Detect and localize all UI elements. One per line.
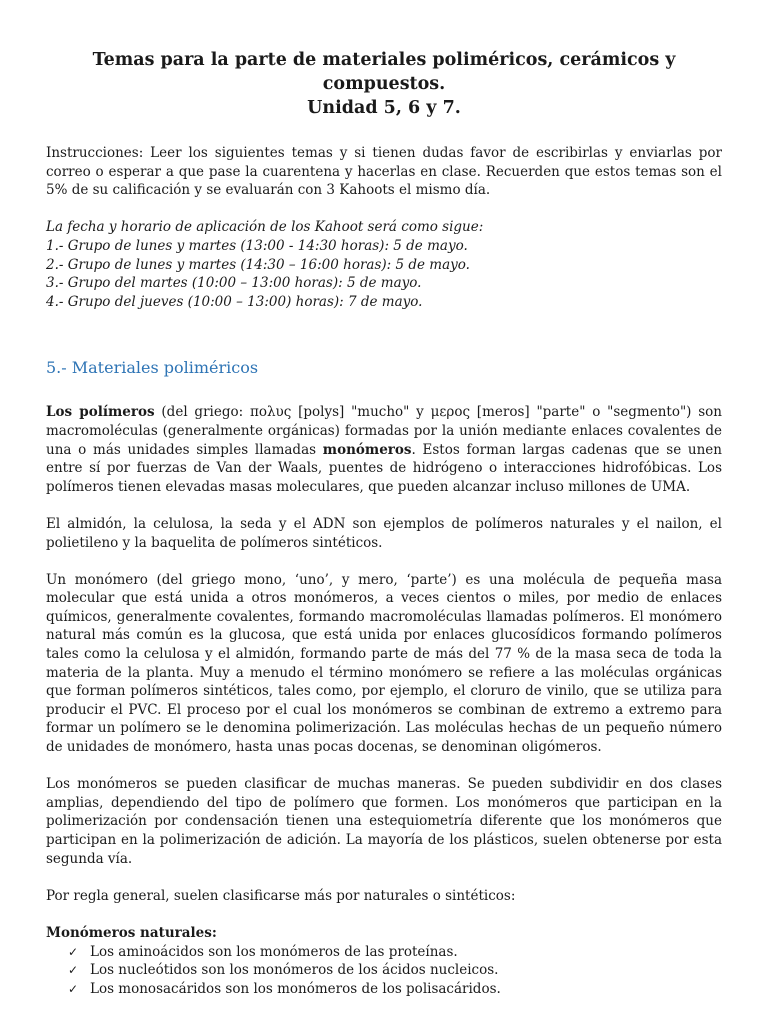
- schedule-item: 1.- Grupo de lunes y martes (13:00 - 14:30 horas): 5 de mayo.: [46, 237, 468, 254]
- instructions-paragraph: Instrucciones: Leer los siguientes temas y si tienen dudas favor de escribirlas y enviarlas por correo o esperar a que pase la cuarentena y hacerlas en clase. Recuerden que estos temas son el 5% de su calificación y se evaluarán con 3 Kahoots el mismo día.: [46, 145, 722, 199]
- schedule-item: 2.- Grupo de lunes y martes (14:30 – 16:00 horas): 5 de mayo.: [46, 256, 470, 273]
- schedule-item: 3.- Grupo del martes (10:00 – 13:00 horas): 5 de mayo.: [46, 275, 422, 292]
- check-icon: ✓: [68, 963, 79, 978]
- check-icon: ✓: [68, 981, 79, 996]
- section-heading: 5.- Materiales poliméricos: [46, 358, 259, 378]
- list-item-text: Los monosacáridos son los monómeros de los polisacáridos.: [90, 980, 501, 997]
- monomer-paragraph: Un monómero (del griego mono, ‘uno’, y mero, ‘parte’) es una molécula de pequeña masa molecular que está unida a otros monómeros, a veces cientos o miles, por medio de enlaces químicos, generalmente covalentes, formando macromoléculas llamadas polímeros. El monómero natural más común es la glucosa, que está unida por enlaces glucosídicos formando polímeros tales como la celulosa y el almidón, formando parte de más del 77 % de la masa seca de toda la materia de la planta. Muy a menudo el término monómero se refiere a las moléculas orgánicas que forman polímeros sintéticos, tales como, por ejemplo, el cloruro de vinilo, que se utiliza para producir el PVC. El proceso por el cual los monómeros se combinan de extremo a extremo para formar un polímero se le denomina polimerización. Las moléculas hechas de un pequeño número de unidades de monómero, hasta unas pocas docenas, se denominan oligómeros.: [46, 571, 722, 756]
- polymers-term: Los polímeros: [46, 404, 155, 421]
- natural-monomers-heading: [46, 924, 722, 943]
- polymers-text-b: . Estos forman largas cadenas que se unen entre sí por fuerzas de Van der Waals, puentes de hidrógeno o interacciones hidrofóbicas. Los polímeros tienen elevadas masas moleculares, que pueden alcanzar incluso millones de UMA.: [46, 441, 722, 495]
- title-line-2: Unidad 5, 6 y 7.: [307, 98, 461, 118]
- list-item: [68, 943, 722, 962]
- list-item: [68, 961, 722, 980]
- list-item: [68, 980, 722, 999]
- title-line-1: Temas para la parte de materiales poliméricos, cerámicos y compuestos.: [92, 50, 676, 94]
- natural-monomers-list: [46, 943, 722, 999]
- schedule-intro: La fecha y horario de aplicación de los Kahoot será como sigue:: [46, 219, 484, 236]
- monomers-term: monómeros: [322, 441, 412, 458]
- list-item-text: Los nucleótidos son los monómeros de los ácidos nucleicos.: [90, 962, 499, 979]
- general-rule-paragraph: Por regla general, suelen clasificarse más por naturales o sintéticos:: [46, 887, 516, 904]
- list-item-text: Los aminoácidos son los monómeros de las proteínas.: [90, 943, 458, 960]
- natural-monomers-label: Monómeros naturales:: [46, 924, 217, 941]
- check-icon: ✓: [68, 944, 79, 959]
- polymers-text-a: (del griego: πολυς [polys] "mucho" y μερος [meros] "parte" o "segmento") son macromoléculas (generalmente orgánicas) formadas por la unión mediante enlaces covalentes de una o más unidades simples llamadas: [46, 404, 723, 458]
- examples-paragraph: El almidón, la celulosa, la seda y el ADN son ejemplos de polímeros naturales y el nailon, el polietileno y la baquelita de polímeros sintéticos.: [46, 515, 722, 551]
- polymers-paragraph: [46, 403, 722, 496]
- document-title: [46, 48, 722, 120]
- schedule-item: 4.- Grupo del jueves (10:00 – 13:00) horas): 7 de mayo.: [46, 293, 423, 310]
- classification-paragraph: Los monómeros se pueden clasificar de muchas maneras. Se pueden subdividir en dos clases amplias, dependiendo del tipo de polímero que formen. Los monómeros que participan en la polimerización por condensación tienen una estequiometría diferente que los monómeros que participan en la polimerización de adición. La mayoría de los plásticos, suelen obtenerse por esta segunda vía.: [46, 776, 722, 867]
- schedule-list: [46, 237, 722, 311]
